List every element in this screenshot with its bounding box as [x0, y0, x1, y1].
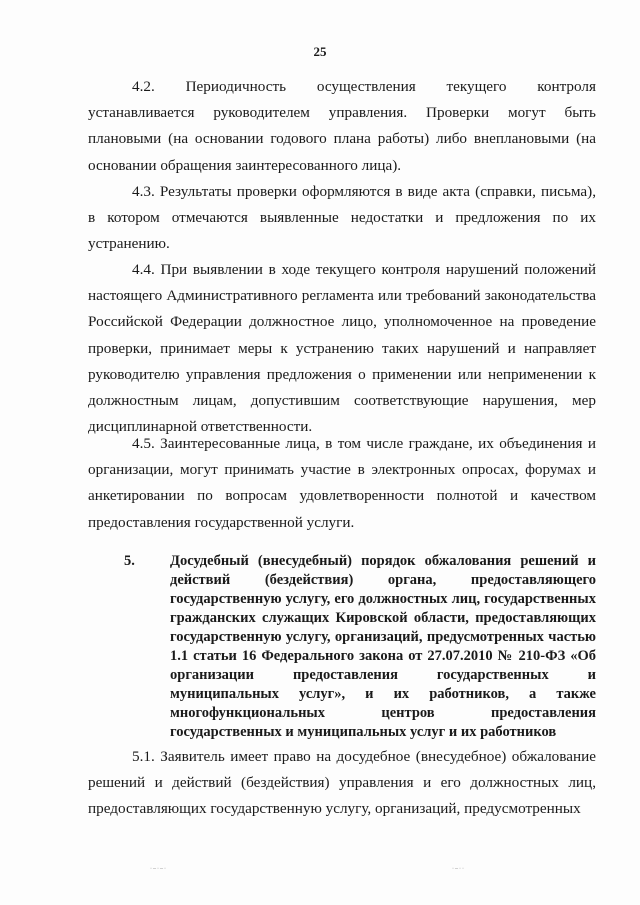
section-title: Досудебный (внесудебный) порядок обжалования решений и действий (бездействия) органа, предоставляющего государственную услугу, его должностных лиц, государственных гражданских служащих Кировской области, предоставляющих государственную услугу, организаций, предусмотренных частью 1.1 статьи 16 Федерального закона от 27.07.2010 № 210-ФЗ «Об организации предоставления государственных и муниципальных услуг», и их работников, а также многофункциональных центров предоставления государственных и муниципальных услуг и их работников [170, 553, 596, 740]
scan-mark-right: ·‒·· [452, 866, 465, 872]
paragraph-4-5: 4.5. Заинтересованные лица, в том числе граждане, их объединения и организации, могут принимать участие в электронных опросах, форумах и анкетировании по вопросам удовлетворенности полнотой и качеством предоставления государственной услуги. [88, 435, 596, 531]
paragraph-4-4: 4.4. При выявлении в ходе текущего контроля нарушений положений настоящего Административного регламента или требований законодательства Российской Федерации должностное лицо, уполномоченное на проведение проверки, принимает меры к устранению таких нарушений и направляет руководителю управления предложения о применении или неприменении к должностным лицам, допустившим соответствующие нарушения, мер дисциплинарной ответственности. [88, 261, 596, 436]
scan-mark-left: ·‒·‒· [150, 866, 167, 872]
page-number: 25 [313, 44, 327, 59]
paragraph-5-1: 5.1. Заявитель имеет право на досудебное (внесудебное) обжалование решений и действий (бездействия) управления и его должностных лиц, предоставляющих государственную услугу, организаций, предусмотренных [88, 748, 596, 818]
section-number: 5. [124, 553, 135, 569]
paragraph-4-2: 4.2. Периодичность осуществления текущего контроля устанавливается руководителем управления. Проверки могут быть плановыми (на основании годового плана работы) либо внеплановыми (на основании обращения заинтересованного лица). [88, 78, 596, 174]
paragraph-4-3: 4.3. Результаты проверки оформляются в виде акта (справки, письма), в котором отмечаются выявленные недостатки и предложения по их устранению. [88, 183, 596, 253]
